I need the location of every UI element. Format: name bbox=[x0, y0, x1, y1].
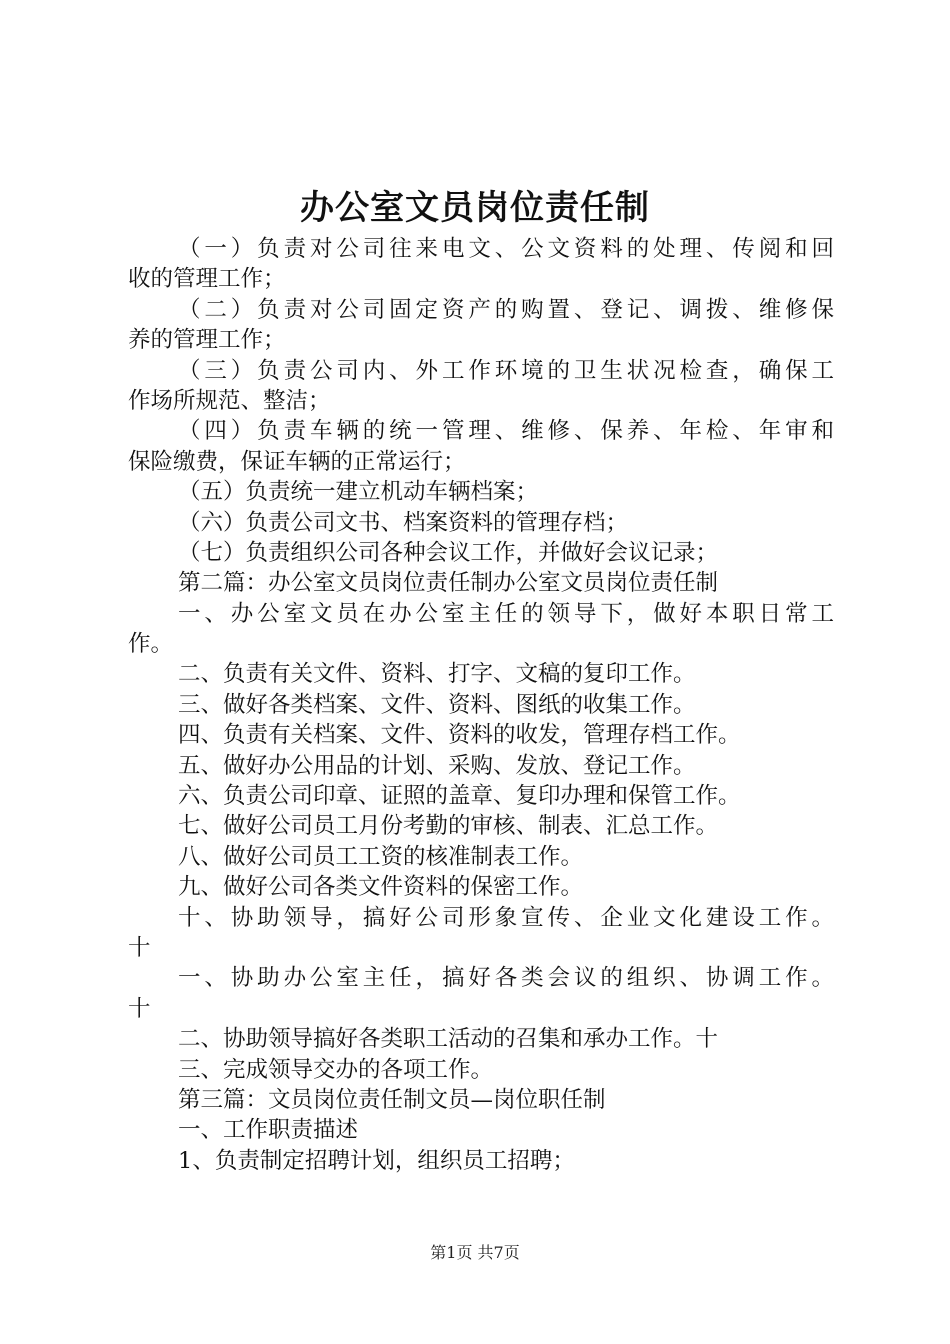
paragraph-line: 四、负责有关档案、文件、资料的收发，管理存档工作。 bbox=[178, 722, 741, 749]
paragraph-line: 作。 bbox=[128, 631, 174, 658]
paragraph-line: （五）负责统一建立机动车辆档案； bbox=[178, 479, 539, 506]
paragraph-line: 一、工作职责描述 bbox=[178, 1117, 359, 1144]
paragraph-line: 二、协助领导搞好各类职工活动的召集和承办工作。十 bbox=[178, 1026, 719, 1053]
section-heading-line: 第二篇：办公室文员岗位责任制办公室文员岗位责任制 bbox=[178, 570, 719, 597]
paragraph-line: 二、负责有关文件、资料、打字、文稿的复印工作。 bbox=[178, 661, 696, 688]
paragraph-line: 八、做好公司员工工资的核准制表工作。 bbox=[178, 843, 584, 870]
paragraph-line: 三、完成领导交办的各项工作。 bbox=[178, 1056, 494, 1083]
paragraph-line: 一、协助办公室主任，搞好各类会议的组织、协调工作。 bbox=[178, 965, 834, 992]
document-body bbox=[128, 234, 834, 1176]
document-title: 办公室文员岗位责任制 bbox=[300, 188, 650, 228]
paragraph-line: 七、做好公司员工月份考勤的审核、制表、汇总工作。 bbox=[178, 813, 719, 840]
paragraph-line: 作场所规范、整洁； bbox=[128, 387, 331, 414]
paragraph-line: 十 bbox=[128, 995, 151, 1022]
page-footer: 第1页 共7页 bbox=[430, 1243, 520, 1262]
paragraph-line: 养的管理工作； bbox=[128, 327, 286, 354]
paragraph-line: 十 bbox=[128, 934, 151, 961]
paragraph-line: 收的管理工作； bbox=[128, 266, 286, 293]
paragraph-line: 九、做好公司各类文件资料的保密工作。 bbox=[178, 874, 584, 901]
paragraph-line: （六）负责公司文书、档案资料的管理存档； bbox=[178, 509, 629, 536]
paragraph-line: （二）负责对公司固定资产的购置、登记、调拨、维修保 bbox=[178, 296, 834, 323]
paragraph-line: 五、做好办公用品的计划、采购、发放、登记工作。 bbox=[178, 752, 696, 779]
paragraph-line: （七）负责组织公司各种会议工作，并做好会议记录； bbox=[178, 539, 719, 566]
paragraph-line: 保险缴费，保证车辆的正常运行； bbox=[128, 448, 466, 475]
paragraph-line: （四）负责车辆的统一管理、维修、保养、年检、年审和 bbox=[178, 418, 834, 445]
paragraph-line: 六、负责公司印章、证照的盖章、复印办理和保管工作。 bbox=[178, 783, 741, 810]
section-heading-line: 第三篇：文员岗位责任制文员—岗位职任制 bbox=[178, 1086, 606, 1113]
paragraph-line: （一）负责对公司往来电文、公文资料的处理、传阅和回 bbox=[178, 236, 834, 262]
paragraph-line: 一、办公室文员在办公室主任的领导下，做好本职日常工 bbox=[178, 600, 834, 627]
paragraph-line: 十、协助领导，搞好公司形象宣传、企业文化建设工作。 bbox=[178, 904, 834, 931]
paragraph-line: 三、做好各类档案、文件、资料、图纸的收集工作。 bbox=[178, 691, 696, 718]
paragraph-line: 1、负责制定招聘计划，组织员工招聘； bbox=[178, 1147, 575, 1174]
paragraph-line: （三）负责公司内、外工作环境的卫生状况检查，确保工 bbox=[178, 357, 834, 384]
